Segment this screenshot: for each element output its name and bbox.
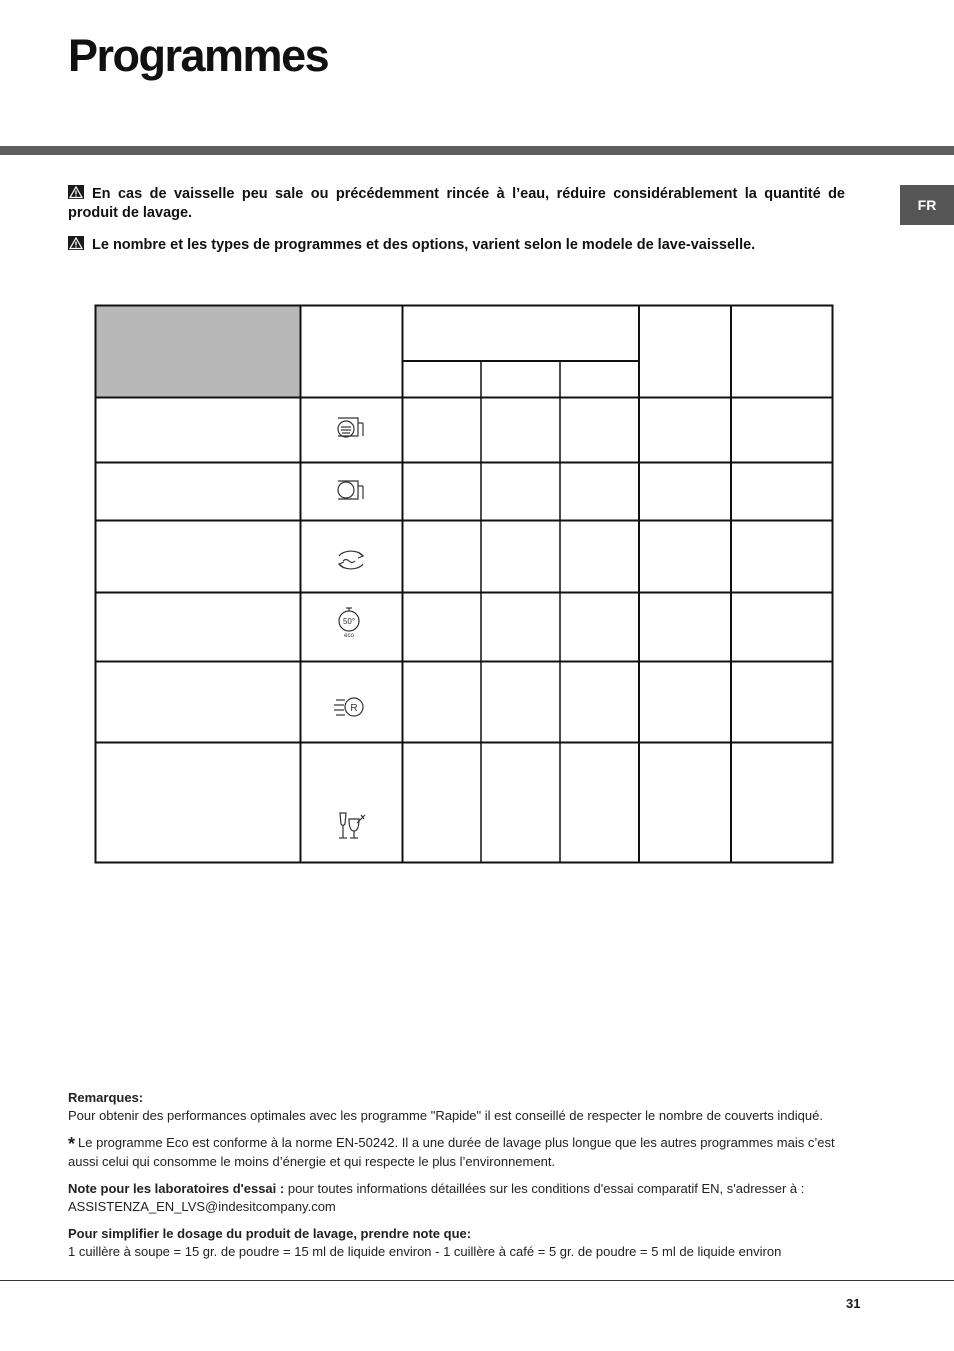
page-title: Programmes [68, 30, 329, 81]
eco-icon-label: 50° [342, 617, 356, 626]
footer-rule [0, 1280, 954, 1281]
glasses-crystal-icon [339, 813, 365, 838]
remarks-block [68, 1089, 868, 1125]
mixed-wash-icon [339, 551, 363, 569]
rapid-wash-icon [334, 698, 363, 716]
remarks-text: Pour obtenir des performances optimales avec les programme "Rapide" il est conseillé de respecter le nombre de couverts indiqué. [68, 1108, 823, 1123]
asterisk: * [68, 1134, 76, 1154]
lab-note-text: pour toutes informations détaillées sur les conditions d'essai comparatif EN, s'adresser à : ASSISTENZA_EN_LVS@indesitcompany.com [68, 1181, 805, 1214]
rapid-icon-label: R [350, 703, 358, 714]
warning-text-2: Le nombre et les types de programmes et des options, varient selon le modele de lave-vaisselle. [92, 237, 756, 253]
lab-note-label: Note pour les laboratoires d'essai : [68, 1181, 285, 1196]
table-header-cell [96, 306, 300, 397]
warning-text-1: En cas de vaisselle peu sale ou précédemment rincée à l’eau, réduire considérablement la quantité de produit de lavage. [68, 186, 845, 221]
eco-icon-sublabel: eco [344, 633, 354, 639]
normal-wash-icon [338, 481, 363, 499]
language-tab: FR [900, 185, 954, 225]
dosage-text: 1 cuillère à soupe = 15 gr. de poudre = 15 ml de liquide environ - 1 cuillère à café = 5 gr. de poudre = 5 ml de liquide environ [68, 1244, 782, 1259]
eco-note-text: Le programme Eco est conforme à la norme EN-50242. Il a une durée de lavage plus longue que les autres programmes mais c’est aussi celui qui consomme le moins d’énergie et qui respecte le plus l’environnement. [68, 1135, 835, 1169]
eco-note-block [68, 1134, 868, 1171]
lab-note-block [68, 1180, 868, 1216]
remarks-heading: Remarques: [68, 1090, 144, 1105]
dosage-heading: Pour simplifier le dosage du produit de lavage, prendre note que: [68, 1226, 472, 1241]
notes-section [68, 1089, 868, 1270]
dosage-block [68, 1225, 868, 1261]
intensive-wash-icon [338, 418, 363, 437]
page-number: 31 [846, 1296, 861, 1311]
